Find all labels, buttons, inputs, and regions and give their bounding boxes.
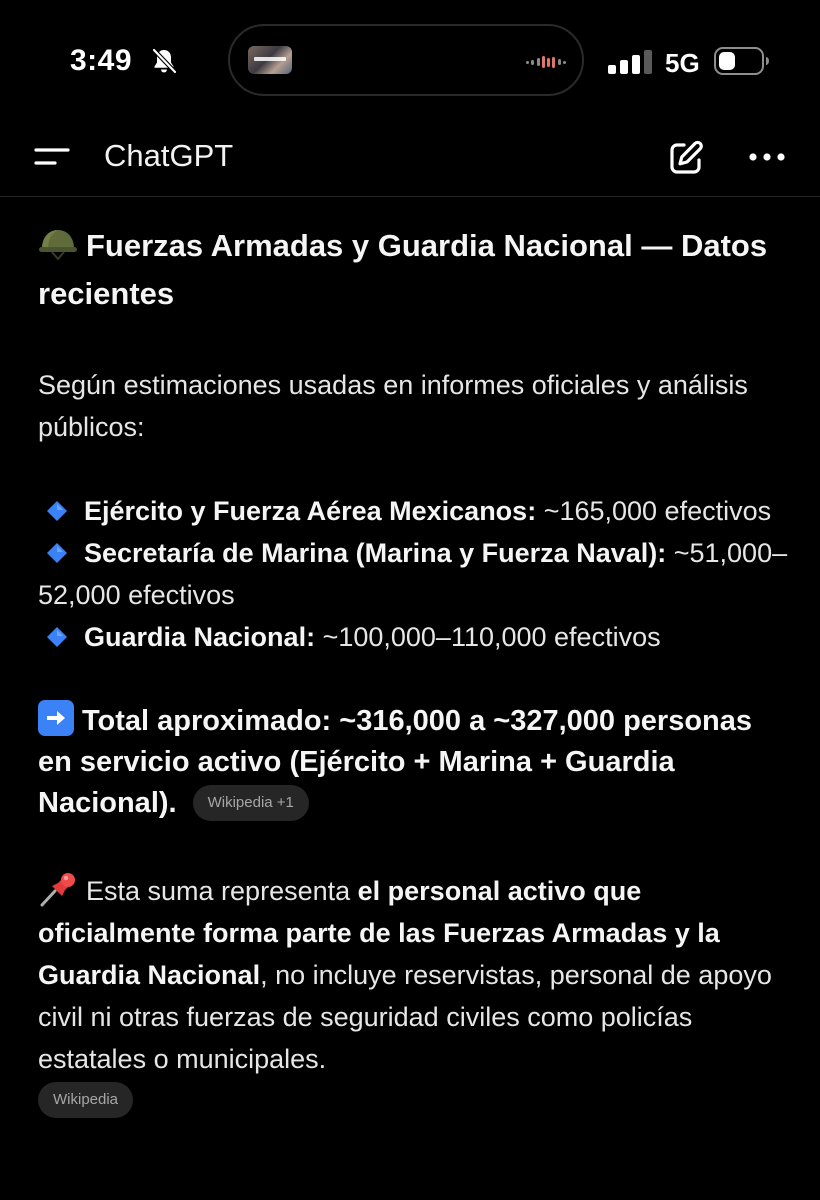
new-chat-icon[interactable]: [666, 138, 706, 178]
total-text: Total aproximado: ~316,000 a ~327,000 personas en servicio activo (Ejército + Marina + Guardia Nacional).: [38, 705, 753, 819]
total-paragraph: [38, 700, 790, 824]
source-chip-wikipedia[interactable]: Wikipedia: [38, 1082, 133, 1118]
right-arrow-icon: [38, 700, 74, 736]
pushpin-icon: [38, 870, 78, 908]
app-title: ChatGPT: [104, 138, 234, 173]
stats-list: [38, 490, 790, 658]
assistant-message: [38, 196, 790, 1118]
now-playing-thumbnail: [248, 46, 292, 74]
intro-paragraph: Según estimaciones usadas en informes oficiales y análisis públicos:: [38, 370, 748, 442]
blue-diamond-icon: [46, 626, 68, 648]
message-heading: [38, 222, 790, 318]
stat-value: ~100,000–110,000 efectivos: [315, 622, 661, 652]
note-suffix: , no incluye reservistas, personal de apoyo civil ni otras fuerzas de seguridad civiles como policías estatales o municipales.: [38, 960, 772, 1074]
stat-value: ~165,000 efectivos: [536, 496, 772, 526]
note-prefix: Esta suma representa: [86, 876, 358, 906]
stat-item: [38, 532, 790, 616]
note-paragraph: [38, 870, 790, 1080]
military-helmet-icon: [38, 227, 78, 261]
status-bar: [0, 0, 820, 120]
stat-label: Ejército y Fuerza Aérea Mexicanos:: [84, 496, 537, 526]
blue-diamond-icon: [46, 500, 68, 522]
note-bold: el personal activo que oficialmente forma parte de las Fuerzas Armadas y la Guardia Nacional: [38, 876, 720, 990]
stat-value: ~51,000–52,000 efectivos: [38, 538, 788, 610]
battery-icon: [714, 47, 770, 75]
status-time: 3:49: [70, 44, 133, 77]
more-icon[interactable]: [748, 150, 786, 164]
dynamic-island[interactable]: [228, 24, 584, 96]
stat-label: Secretaría de Marina (Marina y Fuerza Naval):: [84, 538, 667, 568]
stat-item: [38, 490, 790, 532]
bell-slash-icon: [150, 47, 178, 75]
menu-icon[interactable]: [33, 142, 71, 172]
audio-waveform-icon: [526, 56, 566, 68]
signal-icon: [608, 50, 654, 74]
stat-item: [38, 616, 790, 658]
blue-diamond-icon: [46, 542, 68, 564]
network-type: 5G: [665, 48, 700, 78]
stat-label: Guardia Nacional:: [84, 622, 316, 652]
source-chip-wikipedia-plus[interactable]: Wikipedia +1: [193, 785, 309, 821]
message-heading-text: Fuerzas Armadas y Guardia Nacional — Datos recientes: [38, 228, 768, 311]
note-source-row: [38, 1082, 790, 1118]
app-header: [0, 120, 820, 197]
